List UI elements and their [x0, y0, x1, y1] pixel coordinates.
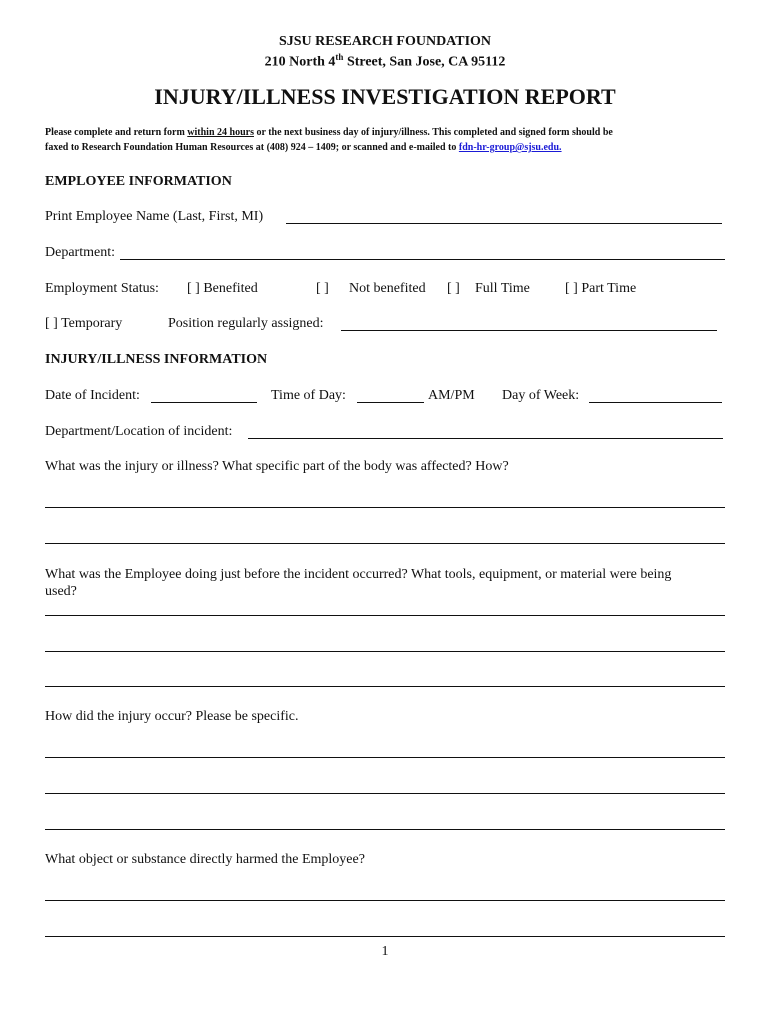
not-benefited-label: Not benefited	[349, 281, 426, 296]
answer-line[interactable]	[45, 900, 725, 901]
position-label: Position regularly assigned:	[168, 316, 324, 331]
temporary-checkbox[interactable]: [ ] Temporary	[45, 316, 123, 331]
answer-line[interactable]	[45, 829, 725, 830]
instructions-deadline: within 24 hours	[187, 127, 254, 138]
instructions-line1	[45, 127, 613, 138]
question-injury: What was the injury or illness? What specific part of the body was affected? How?	[45, 459, 509, 474]
org-name: SJSU RESEARCH FOUNDATION	[278, 34, 492, 49]
answer-line[interactable]	[45, 793, 725, 794]
page-title: INJURY/ILLNESS INVESTIGATION REPORT	[154, 84, 616, 109]
answer-line[interactable]	[45, 615, 725, 616]
address-pre: 210 North 4	[264, 54, 336, 70]
org-address	[0, 52, 770, 71]
address-post: Street, San Jose, CA 95112	[343, 54, 506, 70]
page-number: 1	[381, 944, 389, 959]
injury-section-heading: INJURY/ILLNESS INFORMATION	[45, 352, 268, 367]
time-of-day-field[interactable]	[357, 402, 424, 403]
answer-line[interactable]	[45, 507, 725, 508]
instructions-text-3: faxed to Research Foundation Human Resources at (408) 924 – 1409; or scanned and e-mailed to	[45, 142, 459, 153]
employee-name-label: Print Employee Name (Last, First, MI)	[45, 209, 264, 224]
answer-line[interactable]	[45, 686, 725, 687]
question-how: How did the injury occur? Please be specific.	[45, 709, 299, 724]
email-link[interactable]: fdn-hr-group@sjsu.edu.	[458, 142, 562, 153]
date-of-incident-label: Date of Incident:	[45, 388, 140, 403]
question-object: What object or substance directly harmed the Employee?	[45, 852, 365, 867]
answer-line[interactable]	[45, 936, 725, 937]
ampm-label: AM/PM	[428, 388, 475, 403]
instructions-text-1: Please complete and return form	[45, 127, 188, 138]
part-time-checkbox[interactable]: [ ] Part Time	[565, 281, 637, 296]
employment-status-label: Employment Status:	[45, 281, 159, 296]
answer-line[interactable]	[45, 757, 725, 758]
full-time-label: Full Time	[475, 281, 530, 296]
answer-line[interactable]	[45, 543, 725, 544]
location-field[interactable]	[248, 438, 723, 439]
full-time-checkbox[interactable]: [ ]	[447, 281, 460, 296]
location-label: Department/Location of incident:	[45, 424, 233, 439]
date-of-incident-field[interactable]	[151, 402, 257, 403]
employee-name-field[interactable]	[286, 223, 722, 224]
employee-section-heading: EMPLOYEE INFORMATION	[45, 174, 232, 189]
instructions-text-2: or the next business day of injury/illness. This completed and signed form should be	[253, 127, 613, 138]
day-of-week-label: Day of Week:	[502, 388, 580, 403]
address-sup: th	[335, 52, 344, 62]
question-activity-cont: used?	[45, 584, 77, 599]
instructions-line2	[45, 142, 562, 153]
answer-line[interactable]	[45, 651, 725, 652]
time-of-day-label: Time of Day:	[271, 388, 346, 403]
department-field[interactable]	[120, 259, 725, 260]
department-label: Department:	[45, 245, 115, 260]
benefited-checkbox[interactable]: [ ] Benefited	[187, 281, 258, 296]
position-field[interactable]	[341, 330, 717, 331]
question-activity: What was the Employee doing just before the incident occurred? What tools, equipment, or material were being	[45, 567, 672, 582]
day-of-week-field[interactable]	[589, 402, 722, 403]
not-benefited-checkbox[interactable]: [ ]	[316, 281, 329, 296]
